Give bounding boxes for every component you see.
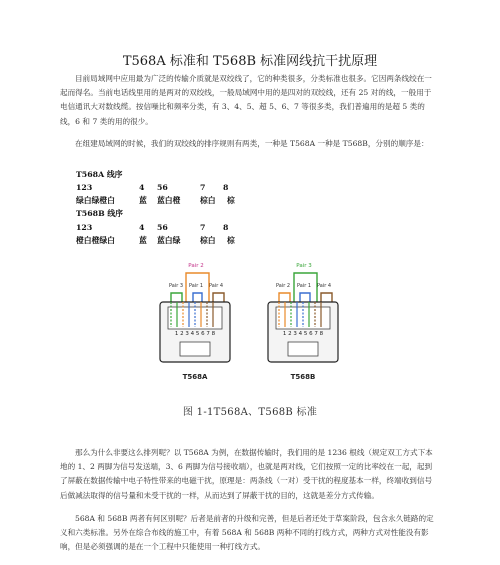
pair3-label: Pair 3: [296, 263, 312, 269]
pair4-label: Pair 4: [208, 283, 224, 289]
pair4-arch: [321, 293, 332, 302]
pair1-label: Pair 1: [188, 283, 204, 289]
figure-caption: 图 1-1T568A、T568B 标准: [182, 407, 318, 418]
pair4-label: Pair 4: [316, 283, 332, 289]
seq-num: 7: [200, 223, 206, 232]
seq-num: 4: [139, 183, 145, 192]
seq-color: 棕: [227, 196, 235, 205]
seq-color: 棕: [227, 236, 235, 245]
pair3-label: Pair 3: [168, 283, 184, 289]
seq-color: 蓝: [139, 196, 147, 205]
seq-color: 橙白橙绿白: [76, 236, 115, 245]
pin-numbers: 1 2 3 4 5 6 7 8: [174, 331, 216, 337]
seq-num: 8: [223, 223, 229, 232]
t568b-label: T568B: [290, 373, 316, 381]
seq-num: 7: [200, 183, 206, 192]
seq-color: 棕白: [200, 236, 216, 245]
intro-paragraph-2: 在组建局域网的时候，我们的双绞线的排序规则有两类，一种是 T568A 一种是 T568B，分别的顺序是：: [75, 139, 429, 148]
seq-color: 蓝: [139, 236, 147, 245]
pair2-arch: [279, 293, 290, 302]
connector-latch: [180, 342, 210, 356]
pin-numbers: 1 2 3 4 5 6 7 8: [282, 331, 324, 337]
intro-paragraph-1: 目前局域网中应用最为广泛的传输介质就是双绞线了，它的种类很多，分类标准也很多。它因两条线绞在一起而得名。当前电话线里用的是两对的双绞线，一般局域网中用的是四对的双绞线，还有 25 对的线，一般用于电信通讯大对数线缆。按信噪比和频率分类，有 3、4、5、超 5、6、7 等很多类，我们普遍用的是超 5 类的线，6 和 7 类的用的很少。: [60, 74, 432, 126]
t568a-label: T568A: [182, 373, 208, 381]
seq-num: 56: [157, 183, 168, 192]
seq-color: 蓝白橙: [157, 196, 181, 205]
body-paragraph-4: 568A 和 568B 两者有何区别呢？后者是前者的升级和完善，但是后者还处于草案阶段，包含永久链路的定义和六类标准。另外在综合布线的施工中，有着 568A 和 568B 两种不同的打线方式，两种方式对性能没有影响，但是必须强调的是在一个工程中只能使用一种打线方式。: [60, 514, 434, 552]
seq-num: 8: [223, 183, 229, 192]
seq-color: 棕白: [200, 196, 216, 205]
seq-num: 56: [157, 223, 168, 232]
pair4-arch: [213, 293, 224, 302]
connector-latch: [288, 342, 318, 356]
pair2-label: Pair 2: [275, 283, 291, 289]
seq-num: 123: [76, 223, 93, 232]
t568b-sequence-label: T568B 线序: [76, 209, 123, 218]
t568b-diagram: [268, 263, 338, 381]
t568a-diagram: [160, 263, 230, 381]
seq-num: 123: [76, 183, 93, 192]
page-title: T568A 标准和 T568B 标准网线抗干扰原理: [122, 54, 378, 69]
pair1-arch: [300, 293, 310, 302]
seq-color: 蓝白绿: [157, 236, 181, 245]
rj45-wiring-diagram: [0, 257, 500, 397]
pair1-arch: [193, 293, 202, 302]
t568a-sequence-label: T568A 线序: [76, 170, 123, 179]
seq-color: 绿白绿橙白: [76, 196, 115, 205]
pair3-arch: [171, 293, 182, 302]
body-paragraph-3: 那么为什么非要这么排列呢？以 T568A 为例，在数据传输时，我们用的是 1236 根线（规定双工方式下本地的 1、2 两脚为信号发送端，3、6 两脚为信号接收端），也就是两对线，它们按照一定的比率绞在一起，起到了屏蔽在数据传输中电子特性带来的电磁干扰，原理是：两条线（一对）受干扰的程度基本一样，终端收到信号后做减法取得的信号量和未受干扰的一样，从而达到了屏蔽干扰的目的，这就是差分方式传输。: [60, 448, 433, 500]
seq-num: 4: [139, 223, 145, 232]
pair1-label: Pair 1: [296, 283, 312, 289]
pair2-label: Pair 2: [188, 263, 204, 269]
